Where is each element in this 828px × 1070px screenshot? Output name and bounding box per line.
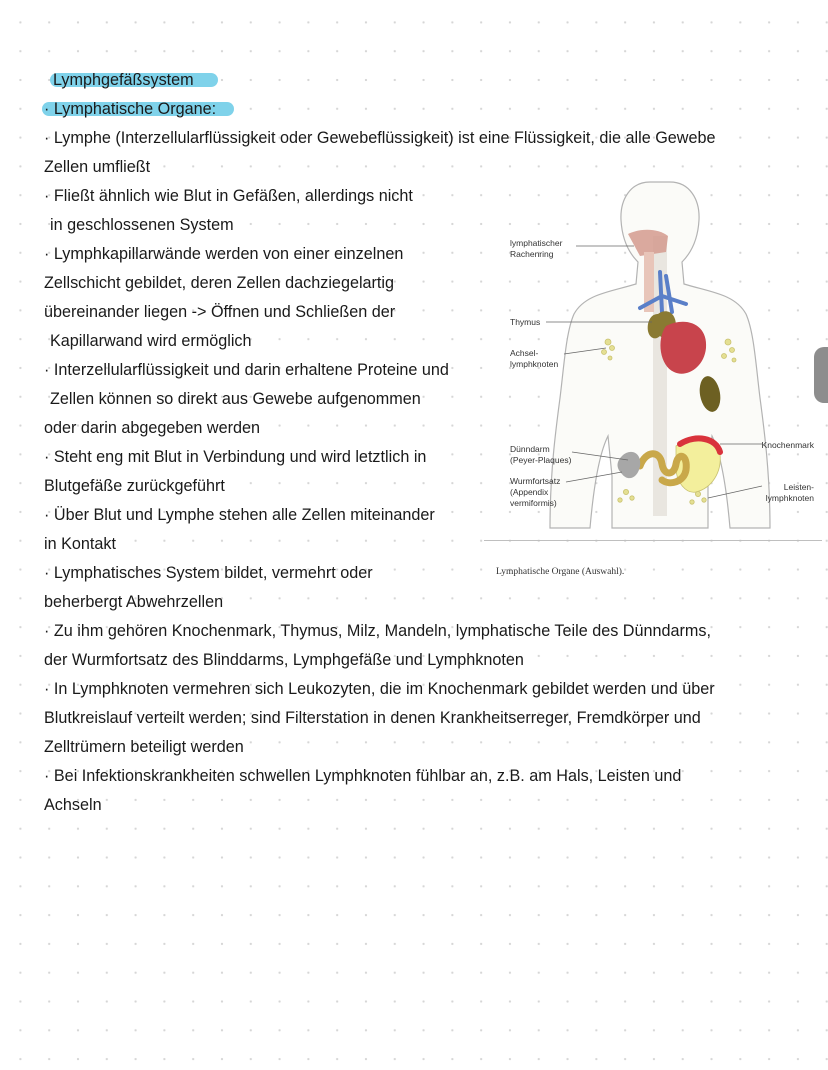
text-line: · Lymphe (Interzellularflüssigkeit oder Gewebeflüssigkeit) ist eine Flüssigkeit, die alle Gewebe	[44, 129, 716, 147]
label-leisten-1: Leisten-	[783, 482, 814, 492]
text-line: übereinander liegen -> Öffnen und Schließen der	[44, 303, 396, 321]
text-line: Zelltrümern beteiligt werden	[44, 738, 244, 756]
text-line: · Fließt ähnlich wie Blut in Gefäßen, allerdings nicht	[44, 187, 413, 205]
lymphatic-organs-diagram	[490, 176, 820, 540]
text-line: Achseln	[44, 796, 102, 814]
text-line: · Bei Infektionskrankheiten schwellen Lymphknoten fühlbar an, z.B. am Hals, Leisten und	[44, 767, 682, 785]
text-line: der Wurmfortsatz des Blinddarms, Lymphgefäße und Lymphknoten	[44, 651, 524, 669]
text-line: · Lymphkapillarwände werden von einer einzelnen	[44, 245, 404, 263]
label-achsel-2: lymphknoten	[510, 359, 559, 369]
body-illustration	[490, 176, 820, 540]
label-achsel-1: Achsel-	[510, 348, 539, 358]
label-thymus: Thymus	[510, 317, 541, 327]
text-line: in geschlossenen System	[50, 216, 234, 234]
text-line: Blutgefäße zurückgeführt	[44, 477, 225, 495]
text-line: oder darin abgegeben werden	[44, 419, 261, 437]
text-line: Zellen können so direkt aus Gewebe aufgenommen	[50, 390, 421, 408]
label-duenndarm-2: (Peyer-Plaques)	[510, 455, 572, 465]
label-knochenmark: Knochenmark	[761, 440, 814, 450]
text-line: Zellen umfließt	[44, 158, 151, 176]
figure-divider	[484, 540, 822, 541]
text-line: beherbergt Abwehrzellen	[44, 593, 224, 611]
text-line: · Lymphatisches System bildet, vermehrt oder	[44, 564, 373, 582]
label-wurmfortsatz-1: Wurmfortsatz	[510, 476, 561, 486]
text-line: Zellschicht gebildet, deren Zellen dachziegelartig	[44, 274, 395, 292]
page-heading: Lymphgefäßsystem	[53, 71, 194, 89]
label-leisten-2: lymphknoten	[765, 493, 814, 503]
label-wurmfortsatz-3: vermiformis)	[510, 498, 557, 508]
text-line: · Über Blut und Lymphe stehen alle Zellen miteinander	[44, 506, 435, 524]
label-rachenring-2: Rachenring	[510, 249, 554, 259]
text-line: in Kontakt	[44, 535, 116, 553]
text-line: Kapillarwand wird ermöglich	[50, 332, 252, 350]
label-wurmfortsatz-2: (Appendix	[510, 487, 549, 497]
text-line: · Steht eng mit Blut in Verbindung und wird letztlich in	[44, 448, 427, 466]
text-line: · In Lymphknoten vermehren sich Leukozyten, die im Knochenmark gebildet werden und über	[44, 680, 715, 698]
text-line: · Interzellularflüssigkeit und darin erhaltene Proteine und	[44, 361, 449, 379]
side-scroll-tab[interactable]	[814, 347, 828, 403]
figure-caption: Lymphatische Organe (Auswahl).	[496, 567, 625, 577]
label-rachenring-1: lymphatischer	[510, 238, 563, 248]
text-line: Blutkreislauf verteilt werden; sind Filterstation in denen Krankheitserreger, Fremdkörper und	[44, 709, 701, 727]
pelvis-bone	[676, 439, 720, 492]
text-line: · Zu ihm gehören Knochenmark, Thymus, Milz, Mandeln, lymphatische Teile des Dünndarms,	[44, 622, 711, 640]
label-duenndarm-1: Dünndarm	[510, 444, 550, 454]
section-subheading: · Lymphatische Organe:	[44, 100, 217, 118]
